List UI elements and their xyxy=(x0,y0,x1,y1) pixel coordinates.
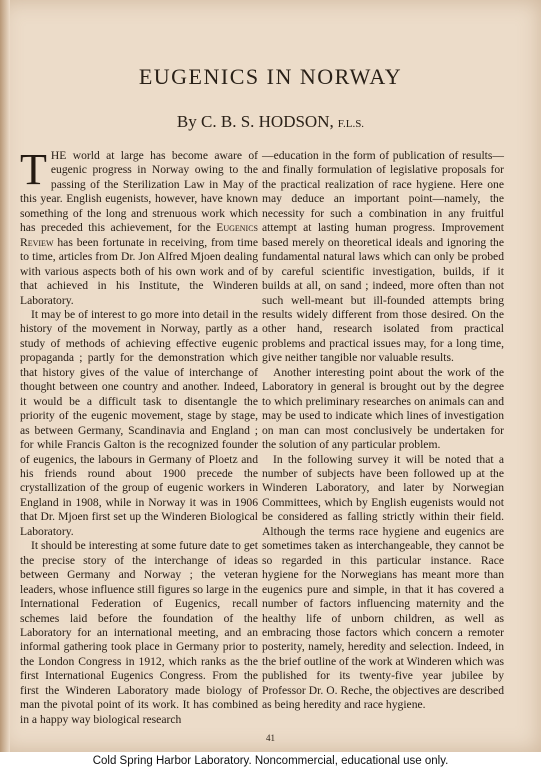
left-column xyxy=(20,145,258,727)
author-name: By C. B. S. HODSON, xyxy=(176,112,334,131)
journal-name: Eugenics Review xyxy=(20,221,258,249)
article-title: EUGENICS IN NORWAY xyxy=(138,64,403,89)
left-paragraph-2: It may be of interest to go more into detail in the history of the movement in Norway, partly as a study of methods of achieving effective eugenic propaganda ; partly for the demonstration which that history gives of the value of interchange of thought between one country and another. Indeed, it would be a difficult task to disentangle the priority of the eugenic movement, stage by stage, as between Germany, Scandinavia and England ; for while Francis Galton is the recognized founder of eugenics, the labours in Germany of Ploetz and his friends round about 1900 precede the crystallization of the group of eugenic workers in England in 1908, while in Norway it was in 1906 that Dr. Mjoen first set up the Winderen Biological Laboratory. xyxy=(20,307,258,538)
right-column xyxy=(262,149,504,713)
right-paragraph-3: In the following survey it will be noted that a number of subjects have been followed up at the Winderen Laboratory, and later by Norwegian Committees, which by English eugenists would not be considered as falling strictly within their field. Although the terms race hygiene and eugenics are sometimes taken as interchangeable, they cannot be so regarded in this particular instance. Race hygiene for the Norwegians has meant more than eugenics pure and simple, in that it has covered a number of factors influencing maternity and the healthy life of unborn children, as well as embracing those factors which concern a remoter posterity, namely, heredity and selection. Indeed, in the brief outline of the work at Winderen which was published for its twenty-five year jubilee by Professor Dr. O. Reche, the objectives are described as being heredity and race hygiene. xyxy=(262,452,504,712)
author-credential: F.L.S. xyxy=(337,118,365,130)
left-paragraph-1: THE world at large has become aware of eugenic progress in Norway owing to the passing of the Sterilization Law in May of this year. English eugenists, however, have known something of the long and strenuous work which has preceded this achievement, for the Eugenics Review has been fortunate in receiving, from time to time, articles from Dr. Jon Alfred Mjoen dealing with various aspects both of his own work and of that achieved in his Institute, the Winderen Laboratory. xyxy=(20,145,258,307)
right-paragraph-2: Another interesting point about the work of the Laboratory in general is brought out by the degree to which preliminary researches on animals can and may be used to indicate which lines of investigation on man can most conclusively be undertaken for the solution of any particular problem. xyxy=(262,365,504,452)
archive-credit-footer: Cold Spring Harbor Laboratory. Noncommercial, educational use only. xyxy=(92,755,449,767)
page-number: 41 xyxy=(266,733,275,743)
right-paragraph-1: —education in the form of publication of results—and finally formulation of legislative proposals for the practical realization of race hygiene. Here one may deduce an important point—namely, the necessity for such a combination in any fruitful attempt at lasting human progress. Improvement based merely on theoretical ideals and ignoring the fundamental natural laws which can only be probed by careful scientific investigation, builds, if it builds at all, on sand ; indeed, more often than not such well-meant but ill-founded attempts bring results widely different from those desired. On the other hand, research isolated from practical problems and practical issues may, for a long time, give neither tangible nor valuable results. xyxy=(262,149,504,365)
left-paragraph-3: It should be interesting at some future date to get the precise story of the interchange of ideas between Germany and Norway ; the veteran leaders, whose influence still figures so large in the International Federation of Eugenics, recall schemes laid before the foundation of the Laboratory for an international meeting, and an informal gathering took place in Germany prior to the London Congress in 1912, which ranks as the first International Eugenics Congress. From the first the Winderen Laboratory made biology of man the pivotal point of its work. It has combined in a happy way biological research xyxy=(20,539,258,726)
drop-cap: T xyxy=(20,145,47,194)
article-byline xyxy=(0,112,541,132)
